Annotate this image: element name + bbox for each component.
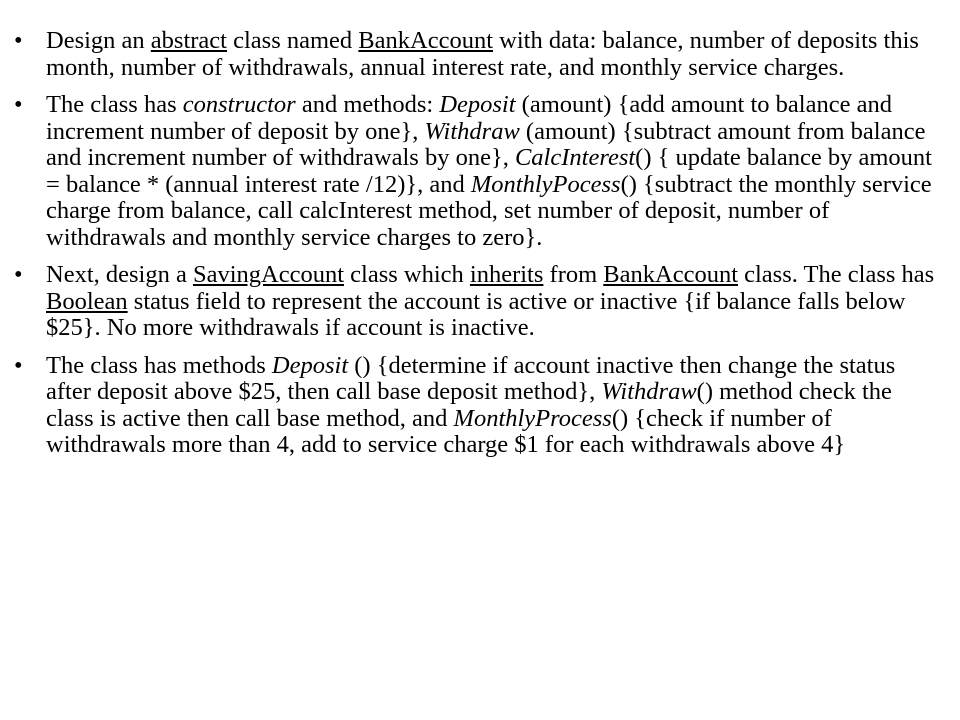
- bullet-text: () { update balance by amount = balance * (annual interest rate /12)}, and: [46, 144, 932, 198]
- italic-term: constructor: [182, 91, 296, 118]
- bullet-dot-icon: •: [14, 91, 23, 118]
- bullet-text: () {subtract the monthly service charge from balance, call calcInterest method, set number of deposit, number of withdrawals and monthly service charges to zero}.: [46, 170, 932, 251]
- bullet-item: [14, 262, 944, 342]
- bullet-dot-icon: •: [14, 351, 23, 379]
- bullet-text: from: [543, 261, 604, 288]
- italic-term: Withdraw: [601, 378, 697, 405]
- italic-term: Deposit: [271, 351, 349, 379]
- underlined-term: Boolean: [46, 287, 128, 315]
- bullet-item: [14, 28, 944, 81]
- bullet-text: class which: [344, 261, 470, 288]
- bullet-dot-icon: •: [14, 27, 23, 54]
- underlined-term: BankAccount: [358, 27, 494, 54]
- italic-term: Withdraw: [424, 117, 520, 145]
- bullet-text: () {determine if account inactive then change the status after deposit above $25, then call base deposit method},: [46, 351, 896, 405]
- bullet-list: [14, 28, 944, 470]
- bullet-text: Design an: [46, 27, 151, 54]
- italic-term: MonthlyPocess: [470, 170, 621, 198]
- underlined-term: abstract: [150, 27, 227, 54]
- bullet-item: [14, 353, 944, 459]
- italic-term: CalcInterest: [514, 144, 636, 171]
- bullet-text: class named: [226, 27, 359, 54]
- bullet-text: class. The class has: [738, 261, 935, 288]
- bullet-text: (amount) {subtract amount from balance and increment number of withdrawals by one},: [46, 117, 926, 171]
- bullet-text: The class has: [46, 91, 183, 118]
- underlined-term: SavingAccount: [192, 261, 345, 288]
- bullet-text: and methods:: [295, 91, 440, 118]
- bullet-item: [14, 92, 944, 251]
- underlined-term: inherits: [469, 261, 544, 288]
- bullet-dot-icon: •: [14, 261, 23, 288]
- bullet-text: The class has methods: [46, 351, 272, 379]
- italic-term: MonthlyProcess: [453, 404, 612, 432]
- bullet-text: () method check the class is active then call base method, and: [46, 378, 892, 432]
- bullet-text: (amount) {add amount to balance and increment number of deposit by one},: [46, 91, 892, 145]
- underlined-term: BankAccount: [603, 261, 738, 288]
- bullet-text: with data: balance, number of deposits this month, number of withdrawals, annual interest rate, and monthly service charges.: [46, 27, 919, 81]
- bullet-text: status field to represent the account is active or inactive {if balance falls below $25}. No more withdrawals if account is inactive.: [46, 287, 906, 341]
- bullet-text: () {check if number of withdrawals more than 4, add to service charge $1 for each withdrawals above 4}: [46, 404, 846, 458]
- bullet-text: Next, design a: [46, 261, 193, 288]
- italic-term: Deposit: [439, 91, 516, 118]
